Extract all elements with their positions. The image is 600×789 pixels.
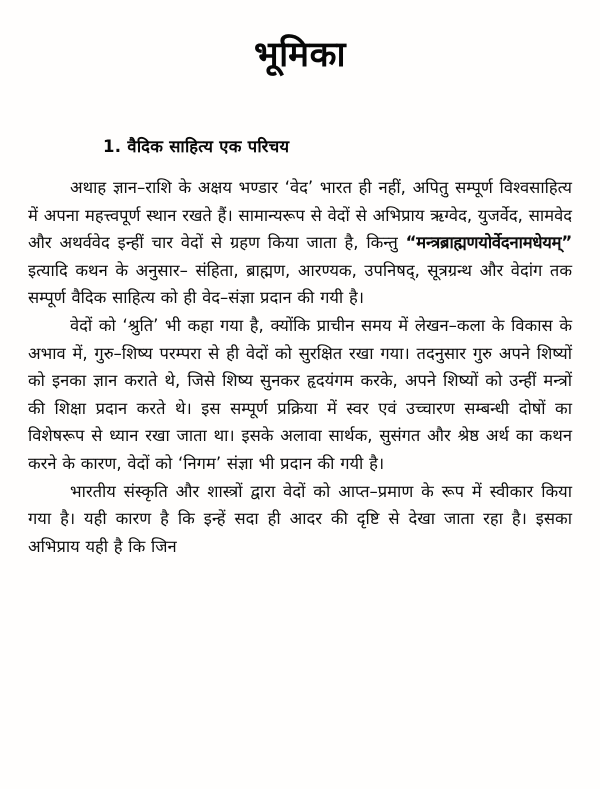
paragraph-3	[28, 478, 572, 561]
paragraph-3-text: भारतीय संस्कृति और शास्त्रों द्वारा वेदों को आप्त–प्रमाण के रूप में स्वीकार किया गया है। यही कारण है कि इन्हें सदा ही आदर की दृष्टि से देखा जाता रहा है। इसका अभिप्राय यही है कि जिन	[28, 481, 572, 556]
paragraph-2	[28, 312, 572, 478]
section-heading: 1. वैदिक साहित्य एक परिचय	[103, 137, 290, 156]
page-title: भूमिका	[253, 35, 347, 76]
paragraph-1	[28, 174, 572, 312]
paragraph-1-text-before-quote: अथाह ज्ञान–राशि के अक्षय भण्डार ‘वेद’ भारत ही नहीं, अपितु सम्पूर्ण विश्वसाहित्य में अपना महत्त्वपूर्ण स्थान रखते हैं। सामान्यरूप से वेदों से अभिप्राय ऋग्वेद, युजर्वेद, सामवेद और अथर्ववेद इन्हीं चार वेदों से ग्रहण किया जाता है, किन्तु	[28, 178, 572, 253]
sanskrit-quote: “मन्त्रब्राह्मणयोर्वेदनामधेयम्”	[405, 233, 572, 253]
paragraph-1-text-after-quote: इत्यादि कथन के अनुसार– संहिता, ब्राह्मण, आरण्यक, उपनिषद्, सूत्रग्रन्थ और वेदांग तक सम्पूर्ण वैदिक साहित्य को ही वेद–संज्ञा प्रदान की गयी है।	[28, 260, 572, 308]
paragraph-2-text: वेदों को ‘श्रुति’ भी कहा गया है, क्योंकि प्राचीन समय में लेखन–कला के विकास के अभाव में, गुरु–शिष्य परम्परा से ही वेदों को सुरक्षित रखा गया। तदनुसार गुरु अपने शिष्यों को इनका ज्ञान कराते थे, जिसे शिष्य सुनकर हृदयंगम करके, अपने शिष्यों को उन्हीं मन्त्रों की शिक्षा प्रदान करते थे। इस सम्पूर्ण प्रक्रिया में स्वर एवं उच्चारण सम्बन्धी दोषों का विशेषरूप से ध्यान रखा जाता था। इसके अलावा सार्थक, सुसंगत और श्रेष्ठ अर्थ का कथन करने के कारण, वेदों को ‘निगम’ संज्ञा भी प्रदान की गयी है।	[28, 315, 572, 473]
body-text-column	[28, 132, 572, 560]
